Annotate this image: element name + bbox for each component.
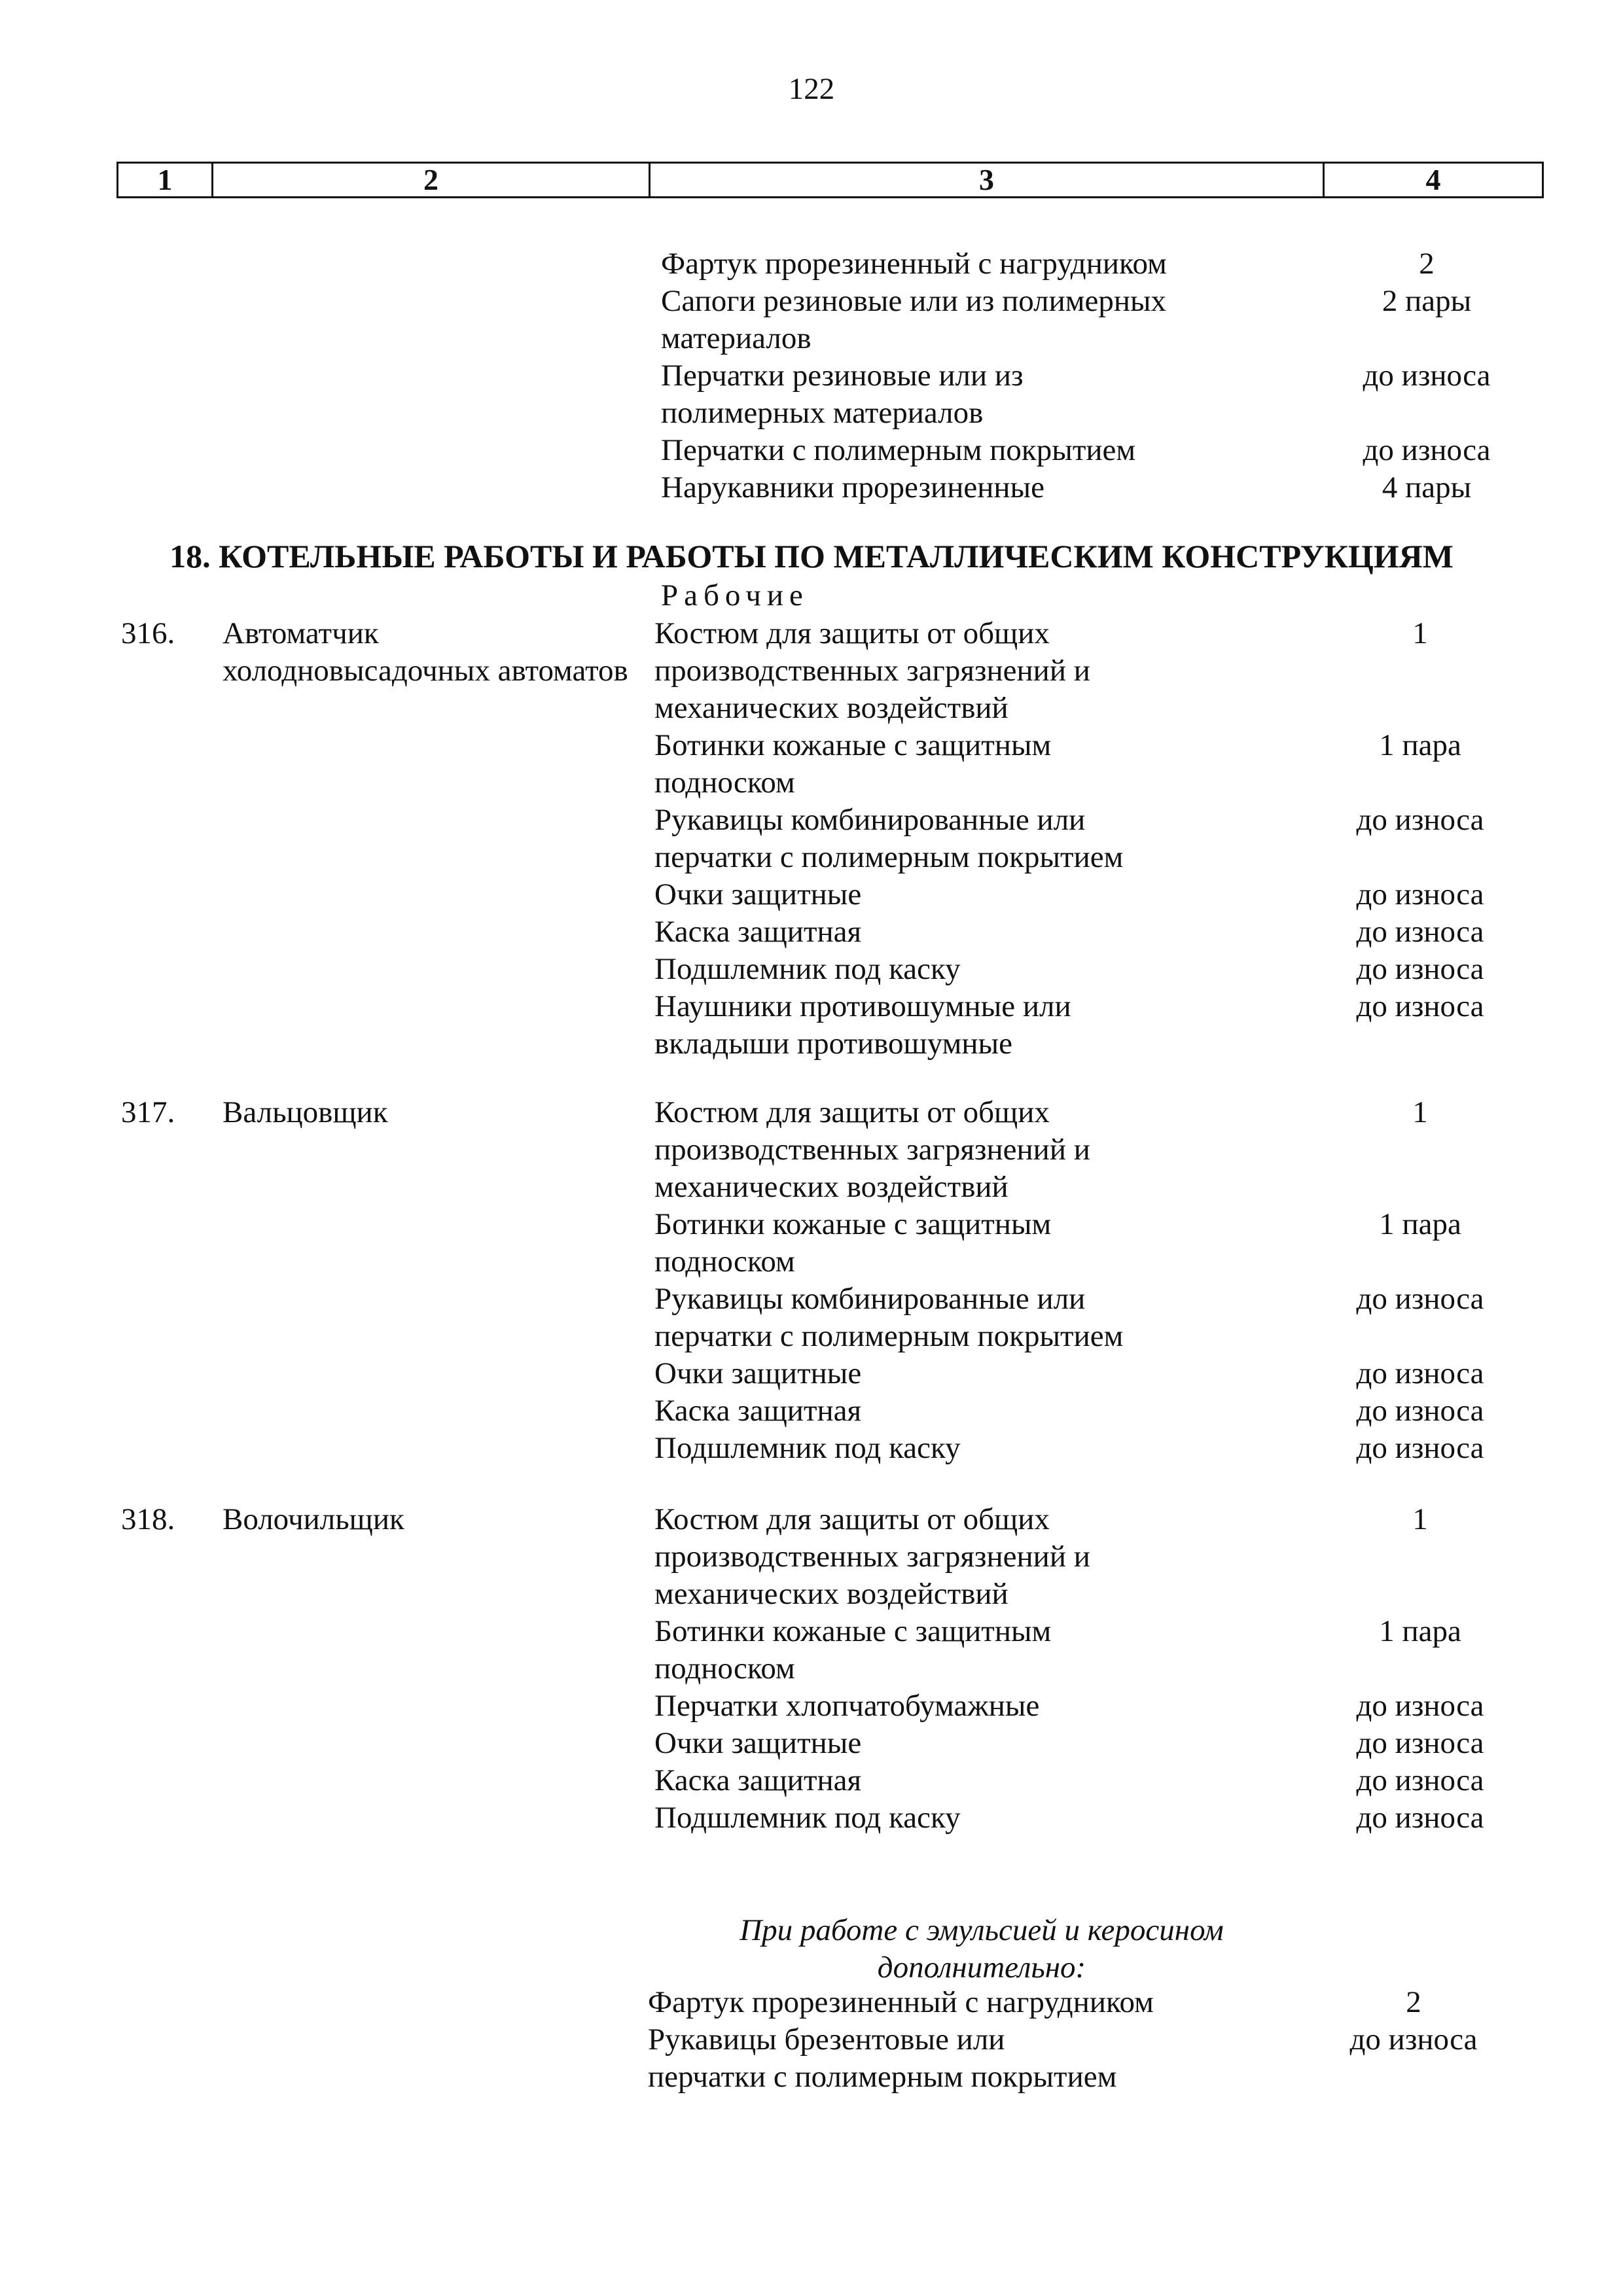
- item-line: [654, 1094, 1531, 1131]
- item-quantity: 1 пара: [1379, 1614, 1461, 1648]
- item-name: подноском: [654, 1245, 795, 1279]
- item-quantity: до износа: [1356, 952, 1484, 986]
- item-quantity: 1 пара: [1379, 728, 1461, 762]
- item-quantity: [1309, 652, 1531, 690]
- item-quantity: [1309, 1318, 1531, 1355]
- item-quantity: [1302, 2058, 1525, 2096]
- item-quantity: 2: [1419, 247, 1435, 281]
- item-name: Перчатки резиновые или из: [661, 359, 1024, 393]
- item-name: Нарукавники прорезиненные: [661, 470, 1044, 504]
- item-name: перчатки с полимерным покрытием: [654, 1319, 1124, 1353]
- item-line: [654, 839, 1531, 876]
- item-line: [654, 1613, 1531, 1650]
- column-header-2: 2: [213, 163, 650, 198]
- item-line: [654, 1318, 1531, 1355]
- item-quantity: до износа: [1356, 1356, 1484, 1390]
- item-name: Рукавицы комбинированные или: [654, 1282, 1086, 1316]
- column-header-3: 3: [650, 163, 1324, 198]
- item-line: [654, 1355, 1531, 1392]
- ppe-item-list: [654, 615, 1531, 1063]
- item-line: [654, 764, 1531, 802]
- item-line: [654, 1392, 1531, 1430]
- item-name: производственных загрязнений и: [654, 1540, 1090, 1574]
- continuation-item-list: [661, 245, 1538, 506]
- item-quantity: до износа: [1356, 1726, 1484, 1760]
- profession-name: Вальцовщик: [223, 1095, 388, 1129]
- item-line: [654, 913, 1531, 951]
- item-quantity: [1315, 320, 1538, 357]
- item-quantity: до износа: [1363, 433, 1491, 467]
- item-quantity: до износа: [1356, 915, 1484, 949]
- item-quantity: [1309, 1025, 1531, 1063]
- item-quantity: 2 пары: [1382, 284, 1472, 318]
- item-name: вкладыши противошумные: [654, 1027, 1012, 1061]
- item-quantity: до износа: [1356, 1689, 1484, 1723]
- item-name: производственных загрязнений и: [654, 654, 1090, 688]
- item-name: Ботинки кожаные с защитным: [654, 728, 1052, 762]
- item-name: материалов: [661, 321, 812, 355]
- item-name: перчатки с полимерным покрытием: [654, 840, 1124, 874]
- item-quantity: до износа: [1363, 359, 1491, 393]
- item-name: Каска защитная: [654, 915, 862, 949]
- item-line: [661, 283, 1538, 320]
- item-line: [654, 876, 1531, 913]
- item-line: [654, 652, 1531, 690]
- item-line: [654, 1430, 1531, 1467]
- item-line: [654, 802, 1531, 839]
- item-line: [654, 1501, 1531, 1538]
- item-name: перчатки с полимерным покрытием: [648, 2060, 1117, 2094]
- item-quantity: до износа: [1356, 989, 1484, 1023]
- profession-name: Автоматчик холодновысадочных автоматов: [223, 616, 628, 688]
- item-line: [654, 615, 1531, 652]
- item-quantity: 1: [1412, 616, 1428, 650]
- item-name: подноском: [654, 1651, 795, 1686]
- item-line: [661, 432, 1538, 469]
- item-name: Костюм для защиты от общих: [654, 1095, 1050, 1129]
- item-line: [654, 951, 1531, 988]
- item-line: [654, 690, 1531, 727]
- item-name: Подшлемник под каску: [654, 1801, 961, 1835]
- item-quantity: 1: [1412, 1095, 1428, 1129]
- item-line: [654, 1169, 1531, 1206]
- item-line: [654, 1538, 1531, 1576]
- item-name: Рукавицы брезентовые или: [648, 2022, 1005, 2057]
- item-quantity: 1: [1412, 1502, 1428, 1536]
- item-line: [654, 1206, 1531, 1243]
- item-line: [654, 1131, 1531, 1169]
- column-header-4: 4: [1324, 163, 1543, 198]
- ppe-item-list: [654, 1501, 1531, 1837]
- item-name: Фартук прорезиненный с нагрудником: [648, 1985, 1154, 2019]
- item-line: [661, 395, 1538, 432]
- item-quantity: [1309, 1650, 1531, 1687]
- item-line: [654, 1650, 1531, 1687]
- item-quantity: [1309, 1243, 1531, 1280]
- item-name: Очки защитные: [654, 1356, 862, 1390]
- item-quantity: до износа: [1356, 1763, 1484, 1797]
- item-name: Подшлемник под каску: [654, 952, 961, 986]
- item-line: [654, 988, 1531, 1025]
- item-name: Костюм для защиты от общих: [654, 1502, 1050, 1536]
- column-header-table: [116, 162, 1544, 198]
- item-quantity: до износа: [1356, 1282, 1484, 1316]
- item-name: механических воздействий: [654, 1577, 1008, 1611]
- item-name: механических воздействий: [654, 691, 1008, 725]
- item-line: [654, 1243, 1531, 1280]
- profession-name: Волочильщик: [223, 1502, 404, 1536]
- item-name: Ботинки кожаные с защитным: [654, 1207, 1052, 1241]
- item-quantity: [1309, 1131, 1531, 1169]
- item-name: Сапоги резиновые или из полимерных: [661, 284, 1167, 318]
- item-name: Рукавицы комбинированные или: [654, 803, 1086, 837]
- item-quantity: [1315, 395, 1538, 432]
- item-quantity: 2: [1406, 1985, 1421, 2019]
- item-line: [654, 727, 1531, 764]
- item-name: Очки защитные: [654, 1726, 862, 1760]
- item-name: подноском: [654, 766, 795, 800]
- additional-note: [589, 1912, 1374, 1987]
- item-name: Каска защитная: [654, 1394, 862, 1428]
- item-name: Костюм для защиты от общих: [654, 616, 1050, 650]
- item-name: Каска защитная: [654, 1763, 862, 1797]
- item-quantity: до износа: [1356, 1431, 1484, 1465]
- item-quantity: [1309, 1538, 1531, 1576]
- item-line: [648, 1984, 1525, 2021]
- item-name: Наушники противошумные или: [654, 989, 1071, 1023]
- item-line: [661, 469, 1538, 506]
- item-quantity: до износа: [1349, 2022, 1478, 2057]
- item-quantity: [1309, 1576, 1531, 1613]
- item-name: производственных загрязнений и: [654, 1133, 1090, 1167]
- item-line: [661, 357, 1538, 395]
- item-line: [654, 1576, 1531, 1613]
- item-quantity: 4 пары: [1382, 470, 1472, 504]
- item-name: механических воздействий: [654, 1170, 1008, 1204]
- row-number: 317.: [121, 1095, 175, 1129]
- item-line: [654, 1725, 1531, 1762]
- item-name: Перчатки хлопчатобумажные: [654, 1689, 1040, 1723]
- item-line: [648, 2021, 1525, 2058]
- item-line: [654, 1025, 1531, 1063]
- item-name: Очки защитные: [654, 877, 862, 911]
- item-name: Фартук прорезиненный с нагрудником: [661, 247, 1167, 281]
- section-subtitle: Рабочие: [661, 578, 809, 612]
- item-quantity: до износа: [1356, 803, 1484, 837]
- item-quantity: до износа: [1356, 1801, 1484, 1835]
- additional-item-list: [648, 1984, 1525, 2096]
- item-name: Перчатки с полимерным покрытием: [661, 433, 1136, 467]
- section-title: 18. КОТЕЛЬНЫЕ РАБОТЫ И РАБОТЫ ПО МЕТАЛЛИЧЕСКИМ КОНСТРУКЦИЯМ: [169, 538, 1454, 574]
- note-line: дополнительно:: [877, 1951, 1086, 1985]
- page-number: 122: [788, 72, 835, 106]
- item-quantity: 1 пара: [1379, 1207, 1461, 1241]
- item-name: Подшлемник под каску: [654, 1431, 961, 1465]
- column-header-1: 1: [118, 163, 213, 198]
- item-quantity: до износа: [1356, 1394, 1484, 1428]
- item-line: [661, 245, 1538, 283]
- item-quantity: [1309, 764, 1531, 802]
- ppe-item-list: [654, 1094, 1531, 1467]
- item-quantity: [1309, 1169, 1531, 1206]
- item-name: Ботинки кожаные с защитным: [654, 1614, 1052, 1648]
- item-line: [654, 1687, 1531, 1725]
- item-line: [661, 320, 1538, 357]
- row-number: 316.: [121, 616, 175, 650]
- item-quantity: [1309, 839, 1531, 876]
- item-quantity: [1309, 690, 1531, 727]
- item-line: [648, 2058, 1525, 2096]
- item-quantity: до износа: [1356, 877, 1484, 911]
- item-line: [654, 1762, 1531, 1799]
- item-line: [654, 1799, 1531, 1837]
- row-number: 318.: [121, 1502, 175, 1536]
- item-name: полимерных материалов: [661, 396, 984, 430]
- item-line: [654, 1280, 1531, 1318]
- note-line: При работе с эмульсией и керосином: [740, 1913, 1224, 1947]
